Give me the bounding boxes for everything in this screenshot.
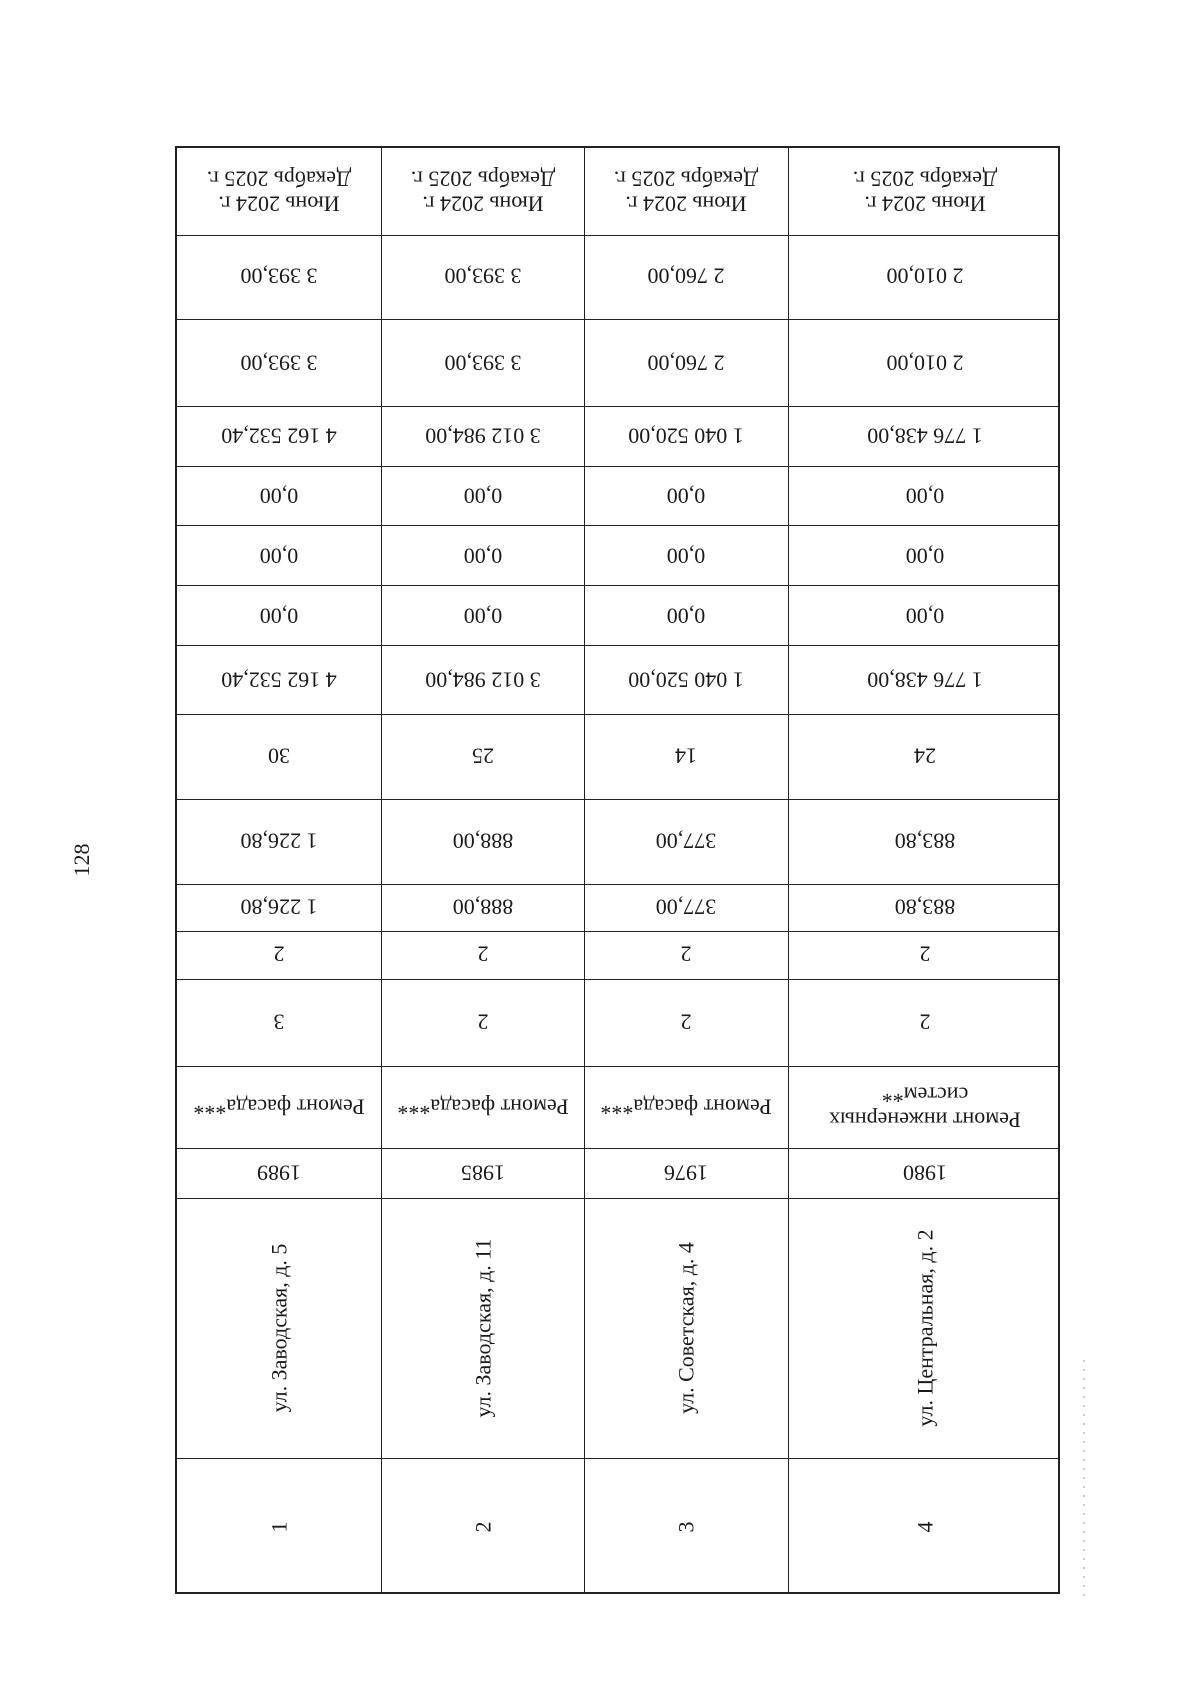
row-number: 2: [469, 1521, 495, 1533]
value-text: 3 393,00: [444, 263, 521, 289]
column-divider: [381, 148, 382, 1592]
value-text: 4 162 532,40: [221, 667, 337, 693]
row-divider: [177, 931, 1058, 932]
value-text: 24: [914, 743, 936, 769]
row-divider: [177, 1066, 1058, 1067]
value-text: 0,00: [259, 603, 299, 629]
work-type-text: Ремонт фасада***: [600, 1094, 772, 1120]
value-text: 0,00: [463, 543, 502, 569]
value-text: 883,80: [894, 894, 956, 920]
value-text: 377,00: [655, 894, 717, 920]
address-text: ул. Центральная, д. 2: [912, 1229, 938, 1427]
value-text: 3: [273, 1009, 285, 1035]
value-text: 1 040 520,00: [628, 423, 744, 449]
value-text: 1 040 520,00: [628, 667, 744, 693]
row-divider: [177, 319, 1058, 320]
value-text: 2: [477, 1009, 488, 1035]
period-text: [410, 165, 554, 216]
value-text: 883,80: [894, 828, 956, 854]
value-text: 4 162 532,40: [221, 423, 337, 449]
data-table: [175, 146, 1060, 1594]
value-text: 3 393,00: [444, 350, 521, 376]
row-divider: [177, 466, 1058, 467]
row-number: 1: [266, 1521, 292, 1533]
value-text: 25: [471, 743, 494, 769]
work-type-text: Ремонт фасада***: [193, 1094, 365, 1120]
period-start: Июнь 2024 г.: [421, 190, 544, 216]
row-divider: [177, 406, 1058, 407]
value-text: 30: [268, 743, 290, 769]
row-divider: [177, 235, 1058, 236]
column-divider: [788, 148, 789, 1592]
work-type-text: Ремонт инженерных систем**: [829, 1082, 1021, 1133]
value-text: 0,00: [463, 603, 502, 629]
row-divider: [177, 585, 1058, 586]
value-text: 0,00: [666, 483, 706, 509]
period-text: [614, 165, 758, 216]
row-divider: [177, 714, 1058, 715]
value-text: 1 776 438,00: [867, 667, 983, 693]
column-divider: [584, 148, 585, 1592]
row-divider: [177, 1458, 1058, 1459]
row-number: 4: [912, 1521, 938, 1533]
value-text: 0,00: [666, 603, 706, 629]
period-end: Декабрь 2025 г.: [410, 165, 555, 191]
period-end: Декабрь 2025 г.: [852, 165, 998, 191]
row-divider: [177, 1198, 1058, 1199]
row-divider: [177, 799, 1058, 800]
row-divider: [177, 525, 1058, 526]
value-text: 14: [675, 743, 697, 769]
value-text: 2: [273, 941, 285, 967]
value-text: 2 760,00: [647, 350, 725, 376]
value-text: 2: [680, 941, 692, 967]
page-number-text: 128: [69, 843, 94, 877]
value-text: 0,00: [259, 483, 299, 509]
period-end: Декабрь 2025 г.: [206, 165, 352, 191]
value-text: 2 010,00: [886, 263, 964, 289]
address-text: ул. Советская, д. 4: [673, 1242, 699, 1414]
value-text: 0,00: [259, 543, 299, 569]
value-text: 1 776 438,00: [867, 423, 983, 449]
row-divider: [177, 645, 1058, 646]
value-text: 1985: [460, 1160, 505, 1186]
row-divider: [177, 979, 1058, 980]
value-text: 3 393,00: [240, 350, 318, 376]
value-text: 3 012 984,00: [424, 423, 541, 449]
value-text: 2: [680, 1009, 692, 1035]
value-text: 1 226,80: [240, 828, 318, 854]
value-text: 1989: [257, 1160, 301, 1186]
value-text: 2: [919, 941, 931, 967]
address-text: ул. Заводская, д. 11: [469, 1238, 495, 1418]
row-divider: [177, 1148, 1058, 1149]
value-text: 2: [477, 941, 488, 967]
value-text: 0,00: [666, 543, 706, 569]
value-text: 1980: [903, 1160, 947, 1186]
value-text: 3 012 984,00: [424, 667, 541, 693]
period-text: [853, 165, 997, 216]
value-text: 377,00: [655, 828, 717, 854]
value-text: 1976: [664, 1160, 708, 1186]
row-divider: [177, 884, 1058, 885]
value-text: 1 226,80: [240, 894, 318, 920]
period-start: Июнь 2024 г.: [625, 190, 747, 216]
value-text: 2: [919, 1009, 931, 1035]
work-type-text: Ремонт фасада***: [396, 1094, 569, 1120]
value-text: 888,00: [452, 894, 513, 920]
value-text: 2 760,00: [647, 263, 725, 289]
value-text: 0,00: [905, 483, 945, 509]
value-text: 888,00: [452, 828, 513, 854]
row-number: 3: [673, 1521, 699, 1533]
period-start: Июнь 2024 г.: [864, 190, 986, 216]
value-text: 3 393,00: [240, 263, 318, 289]
period-start: Июнь 2024 г.: [218, 190, 340, 216]
value-text: 0,00: [905, 543, 945, 569]
period-end: Декабрь 2025 г.: [613, 165, 759, 191]
scan-artifact: [1083, 1360, 1085, 1600]
value-text: 0,00: [905, 603, 945, 629]
value-text: 0,00: [463, 483, 502, 509]
address-text: ул. Заводская, д. 5: [266, 1243, 292, 1413]
period-text: [207, 165, 351, 216]
value-text: 2 010,00: [886, 350, 964, 376]
